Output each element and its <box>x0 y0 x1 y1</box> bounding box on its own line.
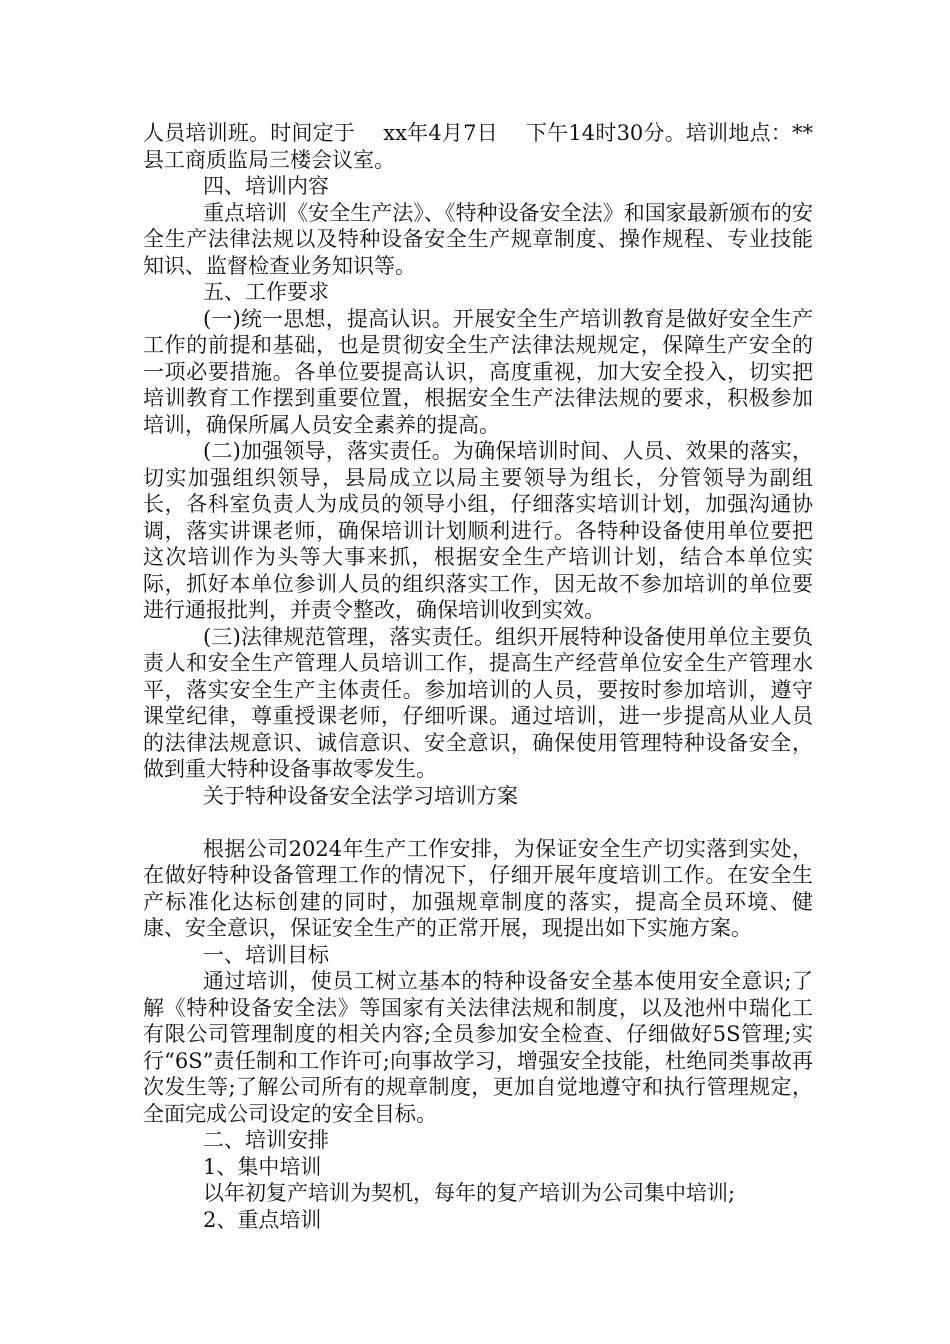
paragraph-requirement-2: (二)加强领导，落实责任。为确保培训时间、人员、效果的落实，切实加强组织领导，县局成立以局主要领导为组长，分管领导为副组长，各科室负责人为成员的领导小组，仔细落实培训计划，加强沟通协调，落实讲课老师，确保培训计划顺利进行。各特种设备使用单位要把这次培训作为头等大事来抓，根据安全生产培训计划，结合本单位实际，抓好本单位参训人员的组织落实工作，因无故不参加培训的单位要进行通报批判，并责令整改，确保培训收到实效。 <box>143 439 813 622</box>
heading-key-training: 2、重点培训 <box>203 1207 322 1232</box>
heading-training-content: 四、培训内容 <box>203 174 329 198</box>
paragraph-requirement-3: (三)法律规范管理，落实责任。组织开展特种设备使用单位主要负责人和安全生产管理人员培训工作，提高生产经营单位安全生产管理水平，落实安全生产主体责任。参加培训的人员，要按时参加培训，遵守课堂纪律，尊重授课老师，仔细听课。通过培训，进一步提高从业人员的法律法规意识、诚信意识、安全意识，确保使用管理特种设备安全，做到重大特种设备事故零发生。 <box>143 624 813 781</box>
heading-work-requirements: 五、工作要求 <box>203 280 329 304</box>
heading-training-arrangement: 二、培训安排 <box>203 1128 329 1152</box>
heading-training-goals: 一、培训目标 <box>203 942 329 967</box>
heading-centralized-training: 1、集中培训 <box>203 1154 322 1179</box>
paragraph-centralized-training: 以年初复产培训为契机，每年的复产培训为公司集中培训; <box>203 1181 736 1205</box>
document-page <box>143 120 813 1233</box>
paragraph-training-time-location: 人员培训班。时间定于 xx年4月7日 下午14时30分。培训地点：**县工商质监局三楼会议室。 <box>143 121 813 172</box>
paragraph-training-goals: 通过培训，使员工树立基本的特种设备安全基本使用安全意识;了解《特种设备安全法》等国家有关法律法规和制度，以及池州中瑞化工有限公司管理制度的相关内容;全员参加安全检查、仔细做好5S管理;实行“6S”责任制和工作许可;向事故学习，增强安全技能，杜绝同类事故再次发生等;了解公司所有的规章制度，更加自觉地遵守和执行管理规定，全面完成公司设定的安全目标。 <box>143 969 813 1126</box>
paragraph-requirement-1: (一)统一思想，提高认识。开展安全生产培训教育是做好安全生产工作的前提和基础，也是贯彻安全生产法律法规规定，保障生产安全的一项必要措施。各单位要提高认识，高度重视，加大安全投入，切实把培训教育工作摆到重要位置，根据安全生产法律法规的要求，积极参加培训，确保所属人员安全素养的提高。 <box>143 306 813 437</box>
blank-line <box>143 809 813 836</box>
paragraph-plan-intro: 根据公司2024年生产工作安排，为保证安全生产切实落到实处，在做好特种设备管理工作的情况下，仔细开展年度培训工作。在安全生产标准化达标创建的同时，加强规章制度的落实，提高全员环境、健康、安全意识，保证安全生产的正常开展，现提出如下实施方案。 <box>143 836 813 940</box>
paragraph-training-content: 重点培训《安全生产法》、《特种设备安全法》和国家最新颁布的安全生产法律法规以及特种设备安全生产规章制度、操作规程、专业技能知识、监督检查业务知识等。 <box>143 200 813 278</box>
document-section-title: 关于特种设备安全法学习培训方案 <box>203 783 518 808</box>
